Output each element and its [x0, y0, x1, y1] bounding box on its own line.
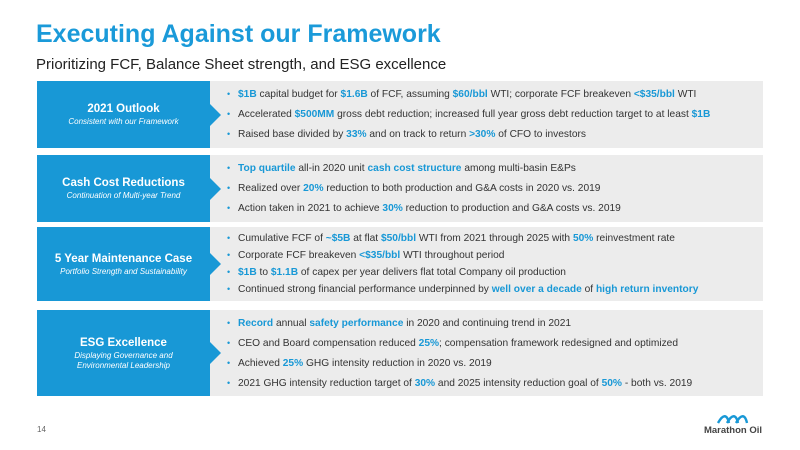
bullet-list: [227, 81, 757, 148]
bullet-text-run: and 2025 intensity reduction goal of: [435, 377, 602, 389]
bullet-text-run: to: [256, 267, 271, 278]
bullet-text-run: WTI: [674, 88, 697, 100]
slide-subtitle: Prioritizing FCF, Balance Sheet strength, and ESG excellence: [36, 56, 447, 73]
bullet-text-run: reduction to both production and G&A costs in 2020 vs. 2019: [323, 182, 601, 194]
bullet-item: [227, 128, 757, 141]
highlight-text: well over a decade: [491, 284, 582, 295]
bullet-text-run: of capex per year delivers flat total Company oil production: [298, 267, 566, 278]
highlight-text: $500MM: [294, 108, 335, 120]
bullet-dot-icon: •: [227, 317, 231, 328]
bullet-text-run: WTI throughout period: [400, 250, 505, 261]
highlight-text: $1.1B: [270, 267, 299, 278]
bullet-text-run: of: [581, 284, 596, 295]
section-cash-cost-reductions: [37, 155, 763, 222]
highlight-text: 25%: [418, 337, 440, 349]
bullet-text-run: capital budget for: [256, 88, 341, 100]
bullet-item: [227, 162, 757, 175]
bullet-text-run: Raised base divided by: [238, 129, 347, 141]
bullet-dot-icon: •: [227, 267, 231, 277]
bullet-text: [238, 249, 504, 262]
highlight-text: 50%: [601, 377, 622, 389]
bullet-text-run: 2021 GHG intensity reduction target of: [238, 377, 415, 389]
highlight-text: Top quartile: [238, 162, 296, 174]
highlight-text: 33%: [346, 129, 367, 141]
section-subtitle: Continuation of Multi-year Trend: [66, 191, 181, 200]
bullet-text: [238, 317, 571, 330]
highlight-text: Record: [238, 317, 274, 329]
bullet-list: [227, 155, 757, 222]
highlight-text: safety performance: [309, 317, 404, 329]
highlight-text: <$35/bbl: [633, 88, 675, 100]
bullet-text-run: Action taken in 2021 to achieve: [238, 203, 383, 215]
highlight-text: ~$5B: [325, 233, 351, 244]
bullet-dot-icon: •: [227, 250, 231, 260]
bullet-text-run: WTI from 2021 through 2025 with: [416, 233, 573, 244]
section-subtitle: Consistent with our Framework: [68, 117, 179, 126]
bullet-dot-icon: •: [227, 284, 231, 294]
bullet-dot-icon: •: [227, 337, 231, 348]
bullet-text-run: GHG intensity reduction in 2020 vs. 2019: [303, 357, 492, 369]
bullet-item: [227, 357, 757, 370]
bullet-item: [227, 377, 757, 390]
bullet-text: [238, 128, 586, 141]
bullet-item: [227, 182, 757, 195]
highlight-text: cash cost structure: [367, 162, 462, 174]
bullet-text-run: Accelerated: [238, 108, 295, 120]
company-logo: [704, 412, 762, 436]
bullet-text-run: Realized over: [238, 182, 304, 194]
bullet-dot-icon: •: [227, 108, 231, 119]
slide-title: Executing Against our Framework: [36, 20, 441, 48]
highlight-text: $1B: [691, 108, 711, 120]
section-label: [37, 310, 210, 396]
bullet-text-run: in 2020 and continuing trend in 2021: [403, 317, 572, 329]
bullet-dot-icon: •: [227, 203, 231, 214]
bullet-text-run: of CFO to investors: [495, 129, 586, 141]
bullet-dot-icon: •: [227, 129, 231, 140]
highlight-text: 25%: [282, 357, 304, 369]
section-2021-outlook: [37, 81, 763, 148]
section-title: 2021 Outlook: [87, 103, 160, 115]
section-label: [37, 81, 210, 148]
section-subtitle: Portfolio Strength and Sustainability: [60, 266, 187, 276]
highlight-text: $1B: [238, 267, 257, 278]
section-title: 5 Year Maintenance Case: [54, 252, 193, 265]
highlight-text: 50%: [572, 233, 594, 244]
bullet-text-run: annual: [273, 317, 310, 329]
bullet-text-run: of FCF, assuming: [367, 88, 453, 100]
bullet-text: [238, 337, 678, 350]
bullet-dot-icon: •: [227, 88, 231, 99]
highlight-text: 30%: [414, 377, 436, 389]
bullet-text-run: - both vs. 2019: [621, 377, 693, 389]
bullet-dot-icon: •: [227, 377, 231, 388]
bullet-dot-icon: •: [227, 162, 231, 173]
bullet-item: [227, 202, 757, 215]
section-5-year-maintenance-case: [37, 227, 763, 301]
bullet-item: [227, 88, 757, 101]
section-title: ESG Excellence: [80, 336, 167, 349]
bullet-text-run: Cumulative FCF of: [238, 233, 326, 244]
bullet-dot-icon: •: [227, 233, 231, 243]
section-subtitle: Displaying Governance and Environmental Leadership: [74, 350, 173, 370]
bullet-item: [227, 283, 757, 296]
bullet-text-run: reduction to production and G&A costs vs. 2019: [402, 203, 621, 215]
bullet-list: [227, 310, 757, 396]
bullet-text: [238, 182, 600, 195]
bullet-text-run: Corporate FCF breakeven: [238, 250, 360, 261]
highlight-text: 20%: [303, 182, 324, 194]
bullet-text: [238, 108, 710, 121]
bullet-text-run: ; compensation framework redesigned and optimized: [439, 337, 679, 349]
bullet-text-run: all-in 2020 unit: [295, 162, 368, 174]
bullet-text-run: CEO and Board compensation reduced: [238, 337, 419, 349]
bullet-text-run: and on track to return: [366, 129, 470, 141]
highlight-text: high return inventory: [595, 284, 699, 295]
highlight-text: <$35/bbl: [359, 250, 401, 261]
bullet-list: [227, 227, 757, 301]
bullet-text: [238, 266, 566, 279]
highlight-text: 30%: [382, 203, 403, 215]
section-label: [37, 227, 210, 301]
highlight-text: >30%: [469, 129, 496, 141]
bullet-text-run: gross debt reduction; increased full year gross debt reduction target to at least: [334, 108, 692, 120]
section-label: [37, 155, 210, 222]
bullet-item: [227, 108, 757, 121]
bullet-item: [227, 266, 757, 279]
bullet-text: [238, 357, 492, 370]
bullet-text: [238, 202, 621, 215]
bullet-dot-icon: •: [227, 182, 231, 193]
marathon-wave-icon: [716, 412, 750, 424]
bullet-text: [238, 162, 576, 175]
bullet-text-run: among multi-basin E&Ps: [461, 162, 576, 174]
bullet-item: [227, 317, 757, 330]
bullet-item: [227, 337, 757, 350]
page-number: 14: [37, 425, 46, 434]
bullet-text-run: Achieved: [238, 357, 283, 369]
bullet-text-run: Continued strong financial performance underpinned by: [238, 284, 492, 295]
bullet-text: [238, 88, 696, 101]
highlight-text: $50/bbl: [380, 233, 417, 244]
bullet-text-run: WTI; corporate FCF breakeven: [487, 88, 634, 100]
bullet-item: [227, 232, 757, 245]
highlight-text: $1.6B: [340, 88, 368, 100]
section-title: Cash Cost Reductions: [62, 177, 185, 189]
highlight-text: $1B: [238, 88, 257, 100]
bullet-text-run: reinvestment rate: [593, 233, 675, 244]
bullet-text: [238, 283, 698, 296]
bullet-dot-icon: •: [227, 357, 231, 368]
bullet-text: [238, 232, 675, 245]
section-esg-excellence: [37, 310, 763, 396]
bullet-text-run: at flat: [350, 233, 381, 244]
highlight-text: $60/bbl: [452, 88, 488, 100]
logo-text: Marathon Oil: [703, 425, 762, 436]
bullet-text: [238, 377, 692, 390]
bullet-item: [227, 249, 757, 262]
